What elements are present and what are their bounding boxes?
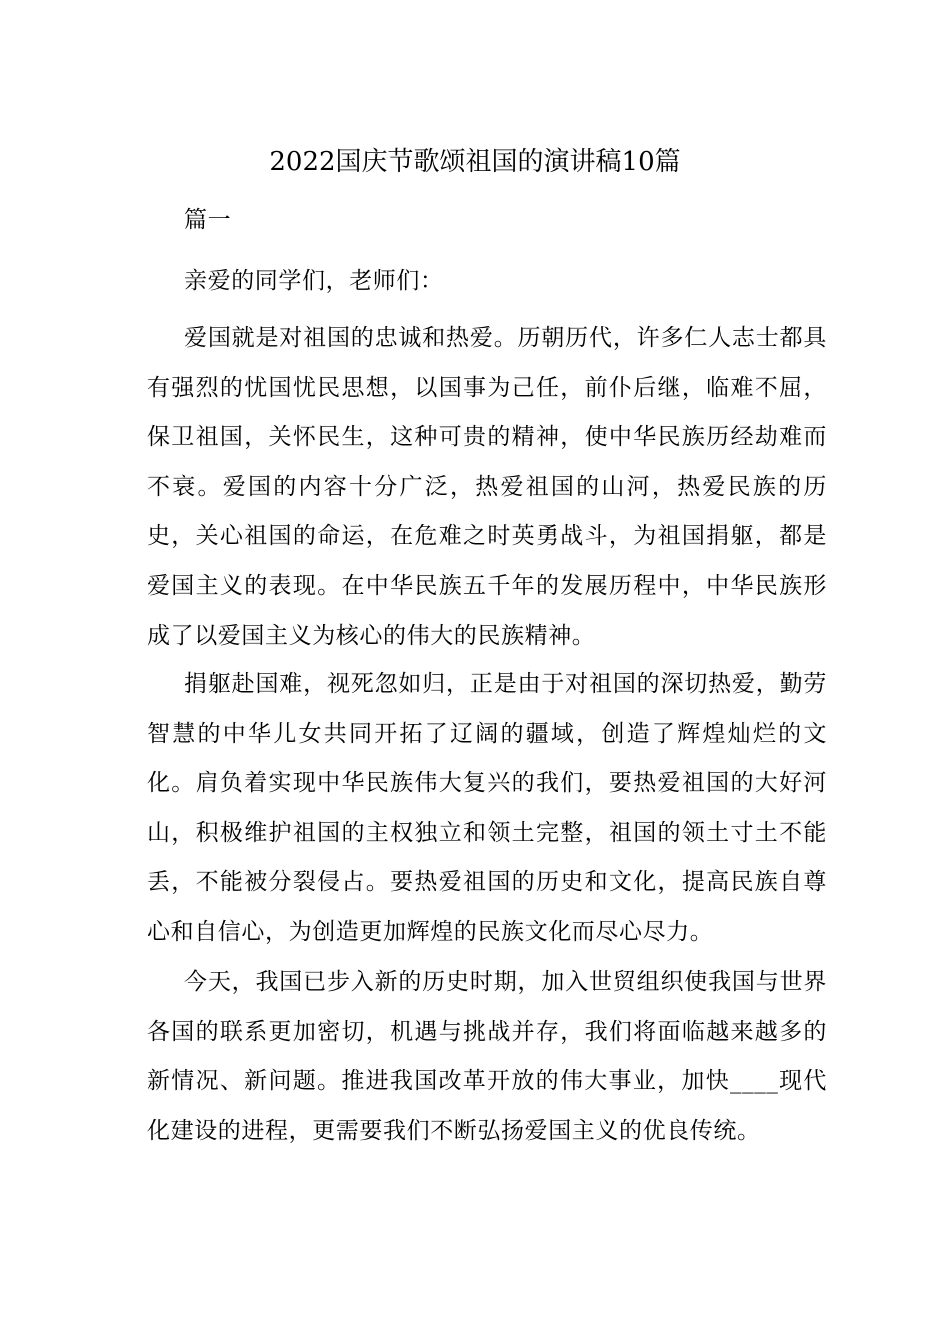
body-paragraph: 爱国就是对祖国的忠诚和热爱。历朝历代，许多仁人志士都具有强烈的忧国忧民思想，以国事为己任，前仆后继，临难不屈，保卫祖国，关怀民生，这种可贵的精神，使中华民族历经劫难而不衰。爱国的内容十分广泛，热爱祖国的山河，热爱民族的历史，关心祖国的命运，在危难之时英勇战斗，为祖国捐躯，都是爱国主义的表现。在中华民族五千年的发展历程中，中华民族形成了以爱国主义为核心的伟大的民族精神。 (147, 325, 827, 649)
body-paragraph: 捐躯赴国难，视死忽如归，正是由于对祖国的深切热爱，勤劳智慧的中华儿女共同开拓了辽阔的疆域，创造了辉煌灿烂的文化。肩负着实现中华民族伟大复兴的我们，要热爱祖国的大好河山，积极维护祖国的主权独立和领土完整，祖国的领土寸土不能丢，不能被分裂侵占。要热爱祖国的历史和文化，提高民族自尊心和自信心，为创造更加辉煌的民族文化而尽心尽力。 (147, 671, 827, 945)
document-title: 2022国庆节歌颂祖国的演讲稿10篇 (269, 147, 681, 177)
section-heading: 篇一 (184, 207, 232, 233)
salutation: 亲爱的同学们，老师们： (184, 268, 444, 294)
body-paragraph: 今天，我国已步入新的历史时期，加入世贸组织使我国与世界各国的联系更加密切，机遇与挑战并存，我们将面临越来越多的新情况、新问题。推进我国改革开放的伟大事业，加快____现代化建设的进程，更需要我们不断弘扬爱国主义的优良传统。 (147, 969, 827, 1144)
